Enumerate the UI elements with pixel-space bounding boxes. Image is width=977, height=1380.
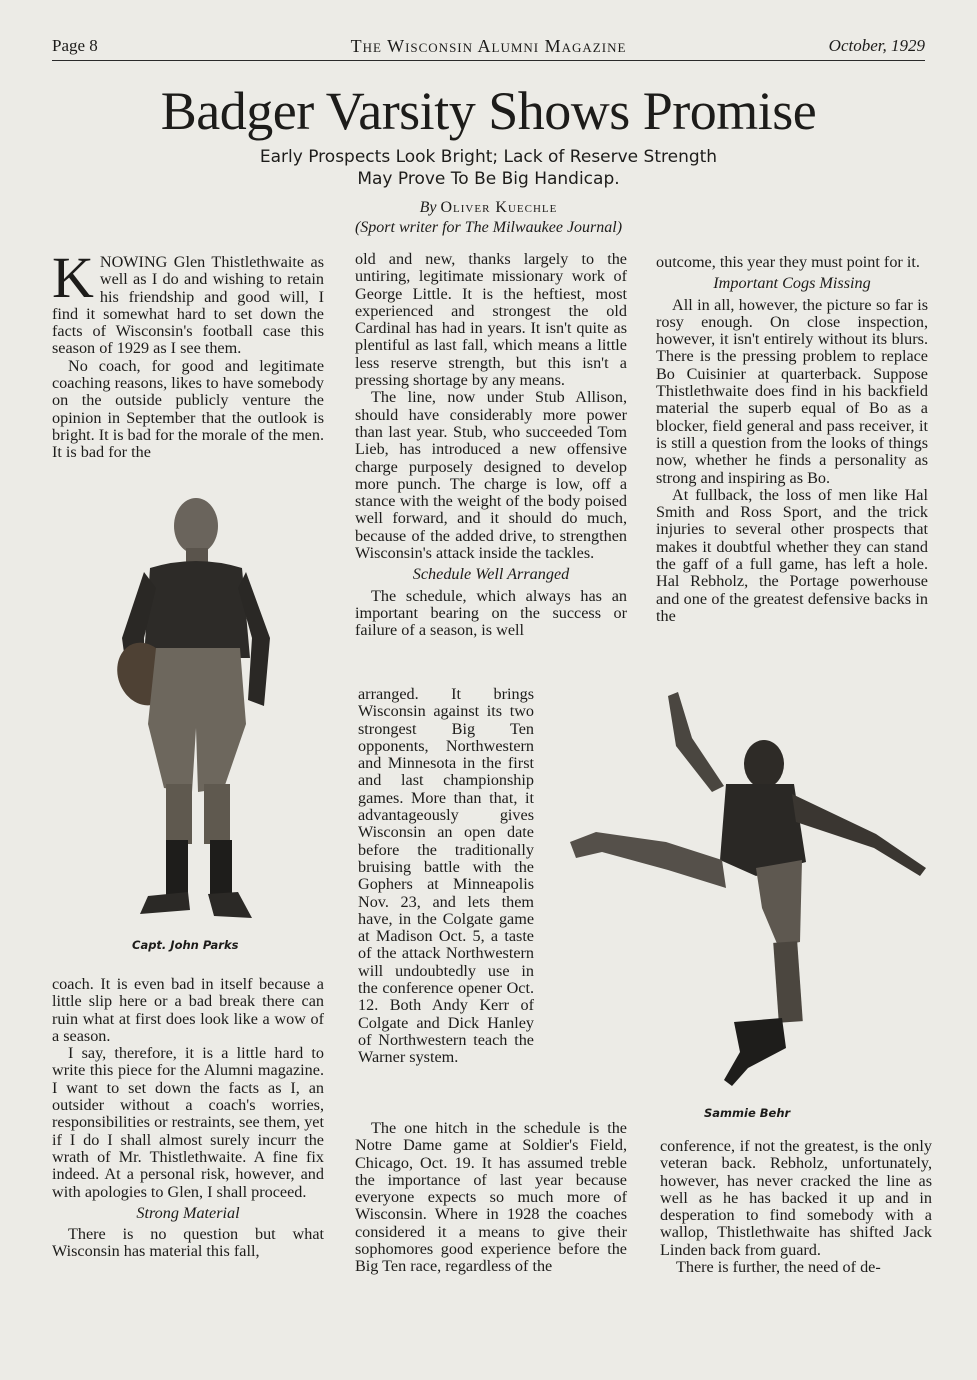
- caption-photo-2: Sammie Behr: [704, 1106, 791, 1120]
- column-2-bottom: [355, 1120, 627, 1276]
- col3-paragraph-1: outcome, this year they must point for it.: [656, 253, 920, 271]
- col2-paragraph-3a: The schedule, which always has an important bearing on the success or failure of a season, is well: [355, 586, 627, 640]
- column-2-narrow: [358, 686, 534, 1067]
- col1-paragraph-2: No coach, for good and legitimate coaching reasons, likes to have somebody on the outside publicly venture the opinion in September that the outlook is bright. It is bad for the morale of the men. It is bad for the: [52, 356, 324, 462]
- issue-date: October, 1929: [828, 36, 925, 55]
- article-title: Badger Varsity Shows Promise: [160, 81, 817, 141]
- col2-paragraph-2: The line, now under Stub Allison, should have considerably more power than last year. Stub, who succeeded Tom Lieb, has introduced a new offensive charge purposely designed to develop more punch. The charge is low, off a stance with the weight of the body poised well forward, and it should do much, because of the added drive, to strengthen Wisconsin's attack inside the tackles.: [355, 388, 627, 563]
- col3-paragraph-5: There is further, the need of de-: [676, 1258, 881, 1277]
- col2-paragraph-1: old and new, thanks largely to the untiring, legitimate missionary work of George Little. It is the heftiest, most experienced and strongest the old Cardinal has had in years. It isn't quite as plentiful as last fall, which means a little less reserve strength, but this isn't a pressing shortage by any means.: [355, 250, 627, 390]
- col3-paragraph-3: At fullback, the loss of men like Hal Smith and Ross Sport, and the trick injuries to several other prospects that makes it doubtful whether they can stand the gaff of a full game, has left a hole. Hal Rebholz, the Portage powerhouse and one of the greatest defensive backs in the: [656, 485, 928, 625]
- author-name: Oliver Kuechle: [440, 199, 558, 216]
- column-3-bottom: [660, 1138, 932, 1276]
- subhead-important-cogs: Important Cogs Missing: [713, 274, 871, 293]
- subhead-strong-material: Strong Material: [136, 1203, 240, 1222]
- subhead-schedule: Schedule Well Arranged: [412, 565, 570, 584]
- magazine-name: The Wisconsin Alumni Magazine: [350, 36, 627, 56]
- column-2-top: [355, 251, 627, 640]
- author-note: (Sport writer for The Milwaukee Journal): [354, 219, 623, 236]
- col1-paragraph-1: NOWING Glen Thistlethwaite as well as I do and wishing to retain his friendship and good will, I find it somewhat hard to set down the facts of Wisconsin's football case this season of 1929 as I see them.: [52, 253, 324, 358]
- article-subtitle: [0, 146, 977, 190]
- page-number: Page 8: [52, 36, 98, 55]
- column-1-bottom: [52, 976, 324, 1261]
- subtitle-line-2: May Prove To Be Big Handicap.: [357, 169, 620, 189]
- running-header: [52, 34, 925, 61]
- col3-paragraph-4: conference, if not the greatest, is the only veteran back. Rebholz, unfortunately, however, has never cracked the line as well as he has backed it up and in desperation to find somebody with a wallop, Thistlethwaite has shifted Jack Linden back from guard.: [660, 1137, 932, 1259]
- col3-paragraph-2: All in all, however, the picture so far is rosy enough. On close inspection, however, it isn't entirely without its blurs. There is the pressing problem to replace Bo Cuisinier at quarterback. Suppose Thistlethwaite does find in his backfield material the superb equal of Bo as a blocker, field general and pass receiver, it is still a question from the looks of things now, whether he finds a personality as strong and inspiring as Bo.: [656, 295, 928, 487]
- col1-paragraph-5: There is no question but what Wisconsin has material this fall,: [52, 1225, 324, 1261]
- column-1-top: [52, 245, 324, 462]
- col1-paragraph-3: coach. It is even bad in itself because a little slip here or a bad break there can ruin what at first does look like a wow of a season.: [52, 975, 324, 1045]
- byline-prefix: By: [419, 199, 437, 216]
- caption-photo-1: Capt. John Parks: [132, 938, 239, 952]
- photo-sammie-behr: [556, 692, 936, 1102]
- col2-paragraph-3b: arranged. It brings Wisconsin against its two strongest Big Ten opponents, Northwestern and Minnesota in the first and last championship games. More than that, it advantageously gives Wisconsin an open date before the traditionally bruising battle with the Gophers at Minneapolis Nov. 23, and lets them have, in the Colgate game at Madison Oct. 5, a taste of the attack Northwestern will undoubtedly use in the conference opener Oct. 12. Both Andy Kerr of Colgate and Dick Hanley of Northwestern teach the Warner system.: [358, 685, 534, 1067]
- col1-paragraph-4: I say, therefore, it is a little hard to write this piece for the Alumni magazine. I want to set down the facts as I, an outsider without a coach's worries, responsibilities or restraints, see them, yet if I do I shall almost surely incurr the wrath of Mr. Thistlethwaite. A fine fix indeed. At a personal risk, however, and with apologies to Glen, I shall proceed.: [52, 1044, 324, 1201]
- byline: [0, 198, 977, 238]
- column-3-top: [656, 254, 928, 625]
- col2-paragraph-4: The one hitch in the schedule is the Notre Dame game at Soldier's Field, Chicago, Oct. 19. It has assumed treble the importance of last year because everyone expects so much more of Wisconsin. Where in 1928 the coaches considered it a means to give their sophomores good experience before the Big Ten race, regardless of the: [355, 1119, 627, 1276]
- subtitle-line-1: Early Prospects Look Bright; Lack of Reserve Strength: [259, 147, 718, 167]
- photo-capt-john-parks: [100, 488, 290, 928]
- drop-cap: K: [52, 245, 94, 310]
